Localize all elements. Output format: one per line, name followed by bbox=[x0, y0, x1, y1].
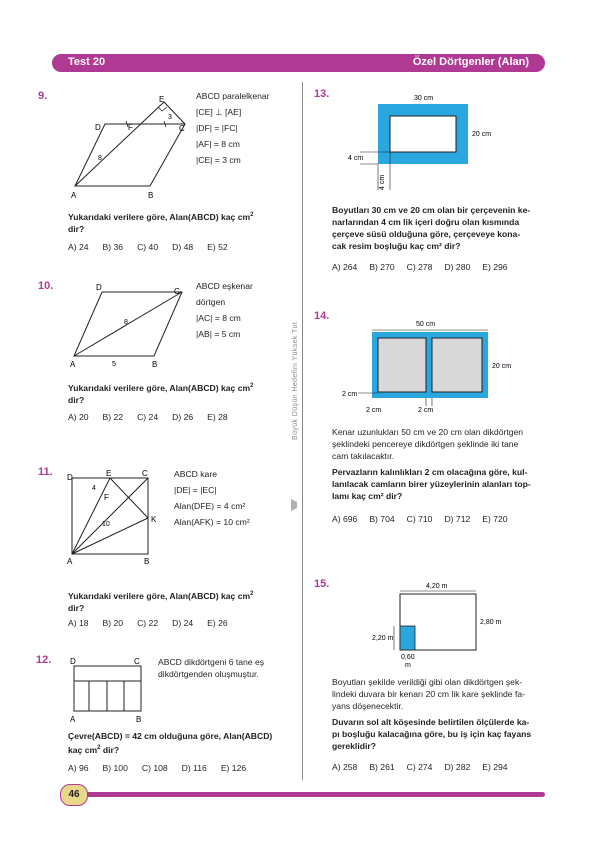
q11-given bbox=[174, 466, 250, 530]
q9-number: 9. bbox=[38, 90, 48, 102]
q15-label-height: 2,80 m bbox=[480, 619, 502, 626]
q13-question: Boyutları 30 cm ve 20 cm olan bir çerçevenin ke- narlarından 4 cm lik içeri doğru olan kısmında çerçeve süsü olduğuna göre, çerçeveye kona- cak resim boşluğu kaç cm² dir? bbox=[332, 205, 531, 251]
q10-given-line: dörtgen bbox=[196, 297, 226, 307]
option-d[interactable]: D) 282 bbox=[444, 762, 471, 772]
option-b[interactable]: B) 36 bbox=[102, 242, 124, 252]
q10-options bbox=[68, 412, 228, 422]
q10-given bbox=[196, 278, 253, 342]
q14-label-width: 50 cm bbox=[416, 321, 436, 328]
q11-label-10: 10 bbox=[102, 521, 110, 528]
option-a[interactable]: A) 18 bbox=[68, 618, 89, 628]
q12-label-B: B bbox=[136, 715, 142, 724]
q14-label-2cm-b: 2 cm bbox=[366, 407, 382, 414]
q11-label-B: B bbox=[144, 557, 150, 566]
q15-question: Duvarın sol alt köşesinde belirtilen ölçülerde ka- pı boşluğu kalacağına göre, bu iş için kaç fayans gereklidir? bbox=[332, 717, 532, 751]
q12-label-C: C bbox=[134, 657, 140, 666]
option-d[interactable]: D) 116 bbox=[181, 763, 207, 773]
q13-label-4cm-b: 4 cm bbox=[379, 174, 386, 190]
q14-question: Pervazların kalınlıkları 2 cm olacağına göre, kul- lanılacak camların birer yüzeylerinin alanları top- lamı kaç cm² dir? bbox=[332, 467, 531, 501]
q9-question: Yukarıdaki verilere göre, Alan(ABCD) kaç $cm^2$ dir? bbox=[68, 212, 254, 234]
q11-label-F: F bbox=[104, 493, 109, 502]
q9-label-8: 8 bbox=[98, 155, 102, 162]
q11-question: Yukarıdaki verilere göre, Alan(ABCD) kaç $cm^2$ dir? bbox=[68, 591, 254, 613]
q15-number: 15. bbox=[314, 578, 330, 590]
q10-given-line: |AB| = 5 cm bbox=[196, 329, 241, 339]
q10-label-B: B bbox=[152, 360, 158, 369]
q12-given-line: dikdörtgenden oluşmuştur. bbox=[158, 669, 259, 679]
option-d[interactable]: D) 280 bbox=[444, 262, 471, 272]
q11-number: 11. bbox=[38, 466, 53, 478]
q9-label-D: D bbox=[95, 123, 101, 132]
q11-label-E: E bbox=[106, 470, 112, 478]
q15-text: Boyutları şekilde verildiği gibi olan dikdörtgen şek- lindeki duvara bir kenarı 20 cm lik kare şeklinde fa- yans döşenecektir. bbox=[332, 677, 525, 711]
q14-number: 14. bbox=[314, 310, 330, 322]
option-d[interactable]: D) 26 bbox=[172, 412, 194, 422]
q14-label-2cm-c: 2 cm bbox=[418, 407, 434, 414]
q13-label-width: 30 cm bbox=[414, 95, 434, 102]
q9-label-E: E bbox=[159, 95, 165, 104]
option-c[interactable]: C) 274 bbox=[406, 762, 433, 772]
q11-label-D: D bbox=[67, 473, 73, 482]
q13-figure bbox=[340, 90, 510, 200]
q11-options bbox=[68, 618, 228, 628]
option-a[interactable]: A) 696 bbox=[332, 514, 358, 524]
q15-label-door-height: 2,20 m bbox=[372, 635, 394, 642]
q15-label-door-width: 0,60 bbox=[401, 654, 415, 661]
option-b[interactable]: B) 20 bbox=[102, 618, 124, 628]
q9-label-A: A bbox=[71, 191, 77, 200]
q10-label-C: C bbox=[174, 287, 180, 296]
q12-given bbox=[158, 656, 298, 680]
q9-figure bbox=[60, 92, 190, 204]
q13-label-4cm-a: 4 cm bbox=[348, 155, 364, 162]
q15-label-door-width-unit: m bbox=[405, 662, 411, 669]
q14-text: Kenar uzunlukları 50 cm ve 20 cm olan dikdörtgen şeklindeki pencereye dikdörtgen şeklinde iki tane cam takılacaktır. bbox=[332, 427, 524, 461]
q14-label-2cm-a: 2 cm bbox=[342, 391, 358, 398]
q11-figure bbox=[64, 470, 164, 570]
q11-given-line: Alan(AFK) = 10 cm² bbox=[174, 517, 250, 527]
q14-label-height: 20 cm bbox=[492, 363, 512, 370]
q14-figure bbox=[340, 318, 530, 418]
q12-label-A: A bbox=[70, 715, 76, 724]
option-e[interactable]: E) 296 bbox=[482, 262, 508, 272]
q11-label-C: C bbox=[142, 470, 148, 478]
q9-label-B: B bbox=[148, 191, 154, 200]
option-c[interactable]: C) 40 bbox=[137, 242, 159, 252]
option-b[interactable]: B) 704 bbox=[369, 514, 395, 524]
q11-label-K: K bbox=[151, 515, 157, 524]
logo-icon bbox=[289, 498, 299, 512]
option-e[interactable]: E) 26 bbox=[207, 618, 228, 628]
q11-given-line: Alan(DFE) = 4 cm² bbox=[174, 501, 246, 511]
sidebar-motto: Büyük Düşün Hedefini Yüksek Tut bbox=[292, 321, 299, 440]
topic-title: Özel Dörtgenler (Alan) bbox=[412, 56, 529, 68]
q13-label-height: 20 cm bbox=[472, 131, 492, 138]
option-c[interactable]: C) 278 bbox=[406, 262, 433, 272]
option-a[interactable]: A) 258 bbox=[332, 762, 358, 772]
q10-figure bbox=[62, 282, 192, 370]
option-b[interactable]: B) 261 bbox=[369, 762, 395, 772]
q9-given-line: |AF| = 8 cm bbox=[196, 139, 240, 149]
q12-figure bbox=[64, 656, 154, 724]
q13-number: 13. bbox=[314, 88, 330, 100]
option-a[interactable]: A) 264 bbox=[332, 262, 358, 272]
header-bar bbox=[52, 54, 545, 72]
option-d[interactable]: D) 48 bbox=[172, 242, 194, 252]
option-b[interactable]: B) 22 bbox=[102, 412, 124, 422]
footer-bar bbox=[70, 792, 545, 797]
q9-label-F: F bbox=[128, 123, 133, 132]
option-e[interactable]: E) 28 bbox=[207, 412, 228, 422]
q11-given-line: |DE| = |EC| bbox=[174, 485, 217, 495]
q9-options bbox=[68, 242, 228, 252]
q9-given-line: |CE| = 3 cm bbox=[196, 155, 241, 165]
option-b[interactable]: B) 100 bbox=[102, 763, 128, 773]
q9-given-line: ABCD paralelkenar bbox=[196, 91, 270, 101]
q15-figure bbox=[370, 580, 520, 670]
option-a[interactable]: A) 20 bbox=[68, 412, 89, 422]
option-e[interactable]: E) 720 bbox=[482, 514, 508, 524]
q9-given-line: [CE] ⊥ [AE] bbox=[196, 107, 242, 117]
option-e[interactable]: E) 52 bbox=[207, 242, 228, 252]
q11-label-A: A bbox=[67, 557, 73, 566]
q10-given-line: |AC| = 8 cm bbox=[196, 313, 241, 323]
q11-given-line: ABCD kare bbox=[174, 469, 217, 479]
q12-options bbox=[68, 763, 246, 773]
option-c[interactable]: C) 108 bbox=[141, 763, 168, 773]
option-a[interactable]: A) 96 bbox=[68, 763, 89, 773]
option-c[interactable]: C) 24 bbox=[137, 412, 159, 422]
page-number: 46 bbox=[60, 784, 88, 806]
option-d[interactable]: D) 24 bbox=[172, 618, 194, 628]
option-e[interactable]: E) 294 bbox=[482, 762, 508, 772]
q9-label-3: 3 bbox=[168, 114, 172, 121]
option-d[interactable]: D) 712 bbox=[444, 514, 471, 524]
q10-label-8: 8 bbox=[124, 319, 128, 326]
q10-label-D: D bbox=[96, 283, 102, 292]
q11-label-4: 4 bbox=[92, 485, 96, 492]
q10-question: Yukarıdaki verilere göre, Alan(ABCD) kaç $cm^2$ dir? bbox=[68, 383, 254, 405]
q12-given-line: ABCD dikdörtgeni 6 tane eş bbox=[158, 657, 265, 667]
q15-options bbox=[332, 762, 508, 772]
option-b[interactable]: B) 270 bbox=[369, 262, 395, 272]
option-a[interactable]: A) 24 bbox=[68, 242, 89, 252]
option-e[interactable]: E) 126 bbox=[220, 763, 247, 773]
q9-label-C: C bbox=[179, 124, 185, 133]
q10-label-A: A bbox=[70, 360, 76, 369]
q9-given bbox=[196, 88, 270, 168]
option-c[interactable]: C) 710 bbox=[406, 514, 433, 524]
q10-label-5: 5 bbox=[112, 361, 116, 368]
q10-number: 10. bbox=[38, 280, 54, 292]
test-title: Test 20 bbox=[68, 56, 106, 68]
q9-given-line: |DF| = |FC| bbox=[196, 123, 238, 133]
q12-number: 12. bbox=[36, 654, 52, 666]
q12-label-D: D bbox=[70, 657, 76, 666]
q14-options bbox=[332, 514, 508, 524]
q12-question: Çevre(ABCD) = 42 cm olduğuna göre, Alan(ABCD) kaç $cm^2$ dir? bbox=[68, 731, 273, 755]
q15-label-width: 4,20 m bbox=[426, 583, 448, 590]
option-c[interactable]: C) 22 bbox=[137, 618, 159, 628]
column-divider bbox=[302, 82, 303, 780]
q10-given-line: ABCD eşkenar bbox=[196, 281, 253, 291]
q13-options bbox=[332, 262, 508, 272]
